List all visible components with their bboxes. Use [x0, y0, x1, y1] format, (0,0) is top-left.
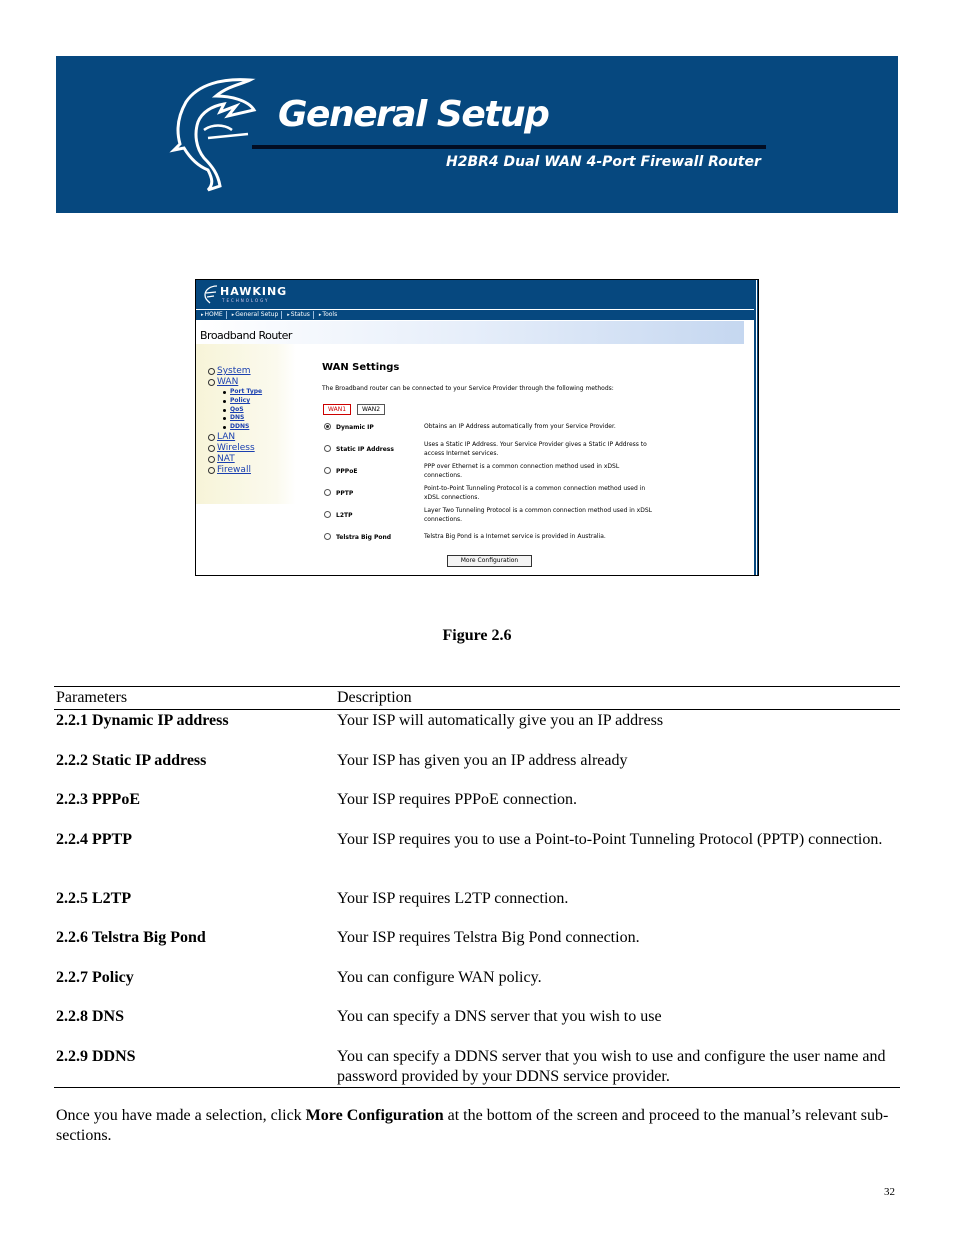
more-configuration-button[interactable]: More Configuration [447, 555, 532, 567]
table-row [54, 968, 900, 1007]
router-brand: HAWKING [220, 285, 288, 298]
closing-text-after: at the bottom of the screen and proceed to the manual’s relevant sub-sections. [56, 1107, 889, 1144]
row-param: 2.2.6 Telstra Big Pond [56, 929, 206, 946]
row-desc: Your ISP has given you an IP address already [337, 752, 628, 769]
closing-text-before: Once you have made a selection, click [56, 1107, 306, 1124]
row-param: 2.2.2 Static IP address [56, 752, 207, 769]
menu-system[interactable]: System [208, 366, 262, 377]
tab-wan1[interactable]: WAN1 [323, 404, 351, 415]
option-l2tp[interactable] [324, 511, 353, 519]
row-desc: You can specify a DDNS server that you wish to use and configure the user name and password provided by your DDNS service provider. [337, 1048, 886, 1085]
table-row [54, 830, 900, 889]
option-label: L2TP [336, 512, 353, 519]
breadcrumb [196, 321, 744, 344]
table-row [54, 1007, 900, 1047]
radio-icon[interactable] [324, 533, 331, 540]
row-desc: Your ISP requires Telstra Big Pond connection. [337, 929, 640, 946]
screenshot-edge-line [756, 280, 757, 575]
row-desc: Your ISP requires you to use a Point-to-Point Tunneling Protocol (PPTP) connection. [337, 831, 883, 848]
row-param: 2.2.5 L2TP [56, 890, 132, 907]
option-label: Telstra Big Pond [336, 534, 392, 541]
row-param: 2.2.3 PPPoE [56, 791, 140, 808]
radio-icon[interactable] [324, 445, 331, 452]
option-desc: PPP over Ethernet is a common connection method used in xDSL connections. [424, 463, 620, 479]
row-param: 2.2.9 DDNS [56, 1048, 136, 1065]
hawk-small-icon [202, 284, 218, 304]
row-desc: Your ISP requires L2TP connection. [337, 890, 569, 907]
breadcrumb-text: Broadband Router [200, 329, 292, 342]
nav-general-setup[interactable]: ▸ General Setup [227, 311, 283, 319]
table-row [54, 790, 900, 830]
nav-status[interactable]: ▸ Status [282, 311, 314, 319]
radio-icon[interactable] [324, 489, 331, 496]
menu-port-type[interactable]: Port Type [208, 388, 262, 397]
closing-bold: More Configuration [305, 1107, 444, 1124]
option-desc: Telstra Big Pond is a Internet service is provided in Australia. [424, 533, 606, 540]
option-telstra[interactable] [324, 533, 391, 541]
option-label: PPPoE [336, 468, 358, 475]
menu-wireless[interactable]: Wireless [208, 443, 262, 454]
table-row [54, 928, 900, 968]
tab-wan2[interactable]: WAN2 [357, 404, 385, 415]
option-desc: Point-to-Point Tunneling Protocol is a common connection method used in xDSL connections. [424, 485, 646, 501]
header-parameters: Parameters [56, 689, 128, 706]
menu-qos[interactable]: QoS [208, 406, 262, 415]
sidebar-menu [208, 366, 262, 476]
menu-dns[interactable]: DNS [208, 414, 262, 423]
row-param: 2.2.4 PPTP [56, 831, 132, 848]
nav-home[interactable]: ▸ HOME [196, 311, 227, 319]
router-nav [196, 310, 754, 320]
menu-firewall[interactable]: Firewall [208, 465, 262, 476]
table-row [54, 889, 900, 928]
table-row [54, 711, 900, 751]
header-description: Description [337, 689, 412, 706]
option-label: Dynamic IP [336, 424, 374, 431]
nav-tools[interactable]: ▸ Tools [314, 311, 340, 319]
table-header [54, 687, 900, 710]
page-number: 32 [884, 1186, 895, 1198]
menu-lan[interactable]: LAN [208, 432, 262, 443]
option-dynamic-ip[interactable] [324, 423, 374, 431]
wan-tabs [323, 404, 385, 415]
option-desc: Layer Two Tunneling Protocol is a common connection method used in xDSL connections. [424, 507, 652, 523]
row-param: 2.2.8 DNS [56, 1008, 125, 1025]
option-static-ip[interactable] [324, 445, 394, 453]
option-pptp[interactable] [324, 489, 353, 497]
figure-caption: Figure 2.6 [442, 627, 512, 644]
row-desc: Your ISP requires PPPoE connection. [337, 791, 578, 808]
row-param: 2.2.7 Policy [56, 969, 134, 986]
menu-wan[interactable]: WAN [208, 377, 262, 388]
router-header [196, 280, 754, 309]
closing-paragraph [56, 1106, 898, 1146]
menu-ddns[interactable]: DDNS [208, 423, 262, 432]
parameters-table [54, 686, 900, 1088]
radio-icon[interactable] [324, 467, 331, 474]
option-desc: Obtains an IP Address automatically from your Service Provider. [424, 423, 616, 430]
option-pppoe[interactable] [324, 467, 357, 475]
radio-icon[interactable] [324, 423, 331, 430]
wan-settings-desc: The Broadband router can be connected to your Service Provider through the following methods: [322, 385, 614, 392]
menu-nat[interactable]: NAT [208, 454, 262, 465]
wan-settings-title: WAN Settings [322, 362, 400, 373]
menu-policy[interactable]: Policy [208, 397, 262, 406]
option-desc: Uses a Static IP Address. Your Service Provider gives a Static IP Address to access Internet services. [424, 441, 647, 457]
table-row [54, 1047, 900, 1087]
banner-title: General Setup [278, 94, 549, 135]
row-desc: You can configure WAN policy. [337, 969, 542, 986]
row-desc: You can specify a DNS server that you wish to use [337, 1008, 662, 1025]
option-label: Static IP Address [336, 446, 394, 453]
row-param: 2.2.1 Dynamic IP address [56, 712, 229, 729]
row-desc: Your ISP will automatically give you an IP address [337, 712, 664, 729]
banner-subtitle: H2BR4 Dual WAN 4-Port Firewall Router [446, 154, 761, 170]
table-row [54, 751, 900, 790]
header-banner [56, 56, 898, 213]
radio-icon[interactable] [324, 511, 331, 518]
router-brand-sub: TECHNOLOGY [222, 298, 270, 303]
hawk-logo-icon [168, 74, 258, 194]
banner-rule [252, 145, 766, 149]
option-label: PPTP [336, 490, 354, 497]
router-screenshot [195, 279, 759, 576]
